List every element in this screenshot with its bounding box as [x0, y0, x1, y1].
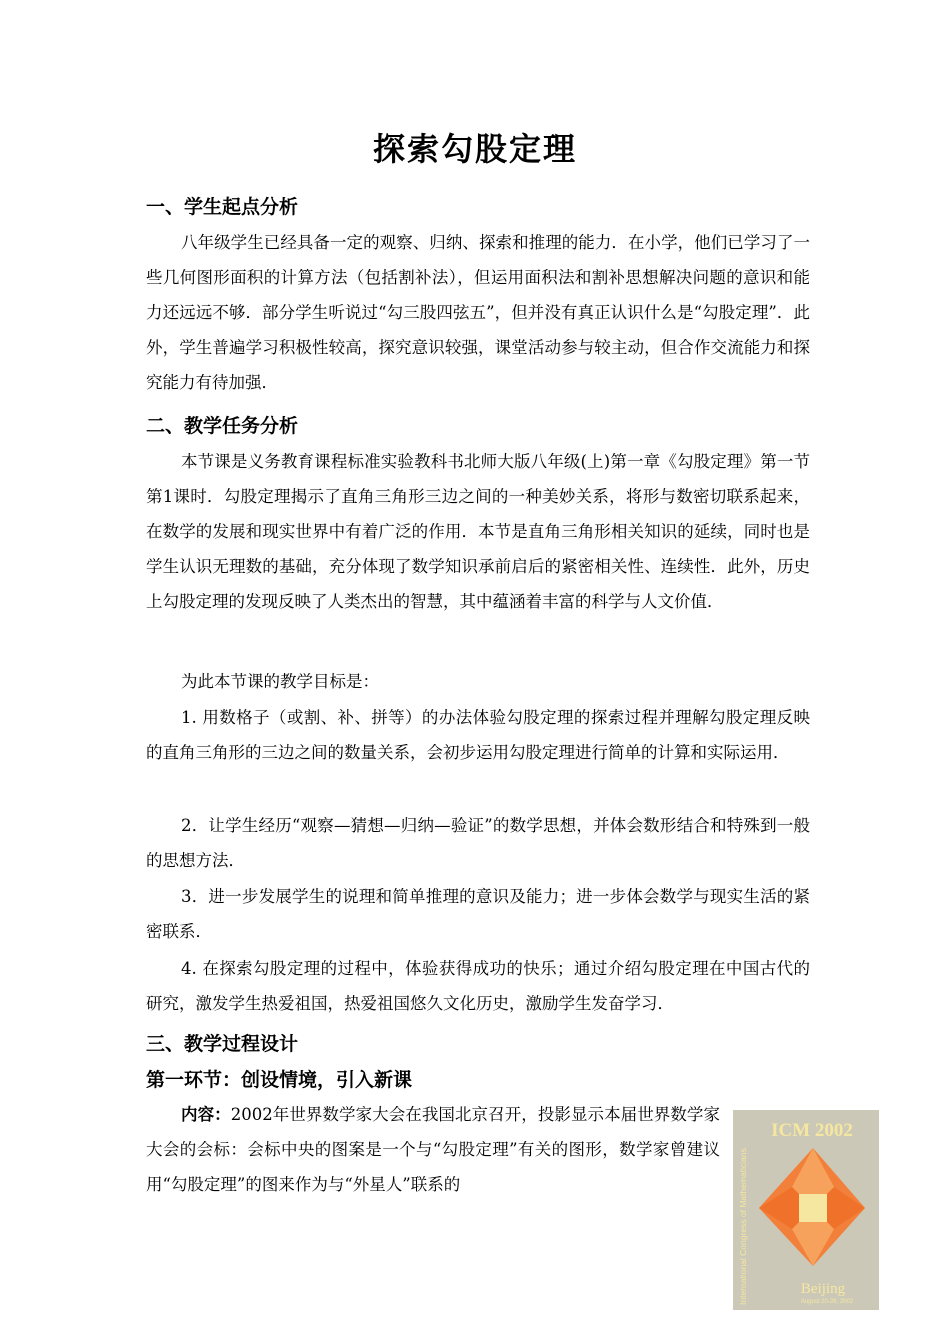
goal-item-4: 4. 在探索勾股定理的过程中，体验获得成功的快乐；通过介绍勾股定理在中国古代的研究，激发学生热爱祖国，热爱祖国悠久文化历史，激励学生发奋学习． [146, 959, 810, 1013]
paragraph-student-analysis: 八年级学生已经具备一定的观察、归纳、探索和推理的能力．在小学，他们已学习了一些几何图形面积的计算方法（包括割补法），但运用面积法和割补思想解决问题的意识和能力还远远不够．部分学生听说过“勾三股四弦五”，但并没有真正认识什么是“勾股定理”．此外，学生普遍学习积极性较高，探究意识较强，课堂活动参与较主动，但合作交流能力和探究能力有待加强． [146, 233, 810, 392]
logo-city-text: Beijing [800, 1281, 846, 1297]
logo-date-text: August 20-28, 2002 [800, 1299, 854, 1305]
section-heading-3: 三、教学过程设计 [146, 1033, 299, 1055]
goal-item-2: 2．让学生经历“观察—猜想—归纳—验证”的数学思想，并体会数形结合和特殊到一般的思想方法． [146, 816, 810, 870]
paragraph-goals-intro: 为此本节课的教学目标是： [181, 672, 379, 691]
paragraph-task-analysis: 本节课是义务教育课程标准实验教科书北师大版八年级(上)第一章《勾股定理》第一节第1课时．勾股定理揭示了直角三角形三边之间的一种美妙关系，将形与数密切联系起来，在数学的发展和现实世界中有着广泛的作用．本节是直角三角形相关知识的延续，同时也是学生认识无理数的基础，充分体现了数学知识承前启后的紧密相关性、连续性．此外，历史上勾股定理的发现反映了人类杰出的智慧，其中蕴涵着丰富的科学与人文价值． [146, 452, 810, 611]
paragraph-step1-content [146, 1097, 720, 1202]
icm2002-logo-image [733, 1110, 879, 1310]
goal-item-1: 1. 用数格子（或割、补、拼等）的办法体验勾股定理的探索过程并理解勾股定理反映的直角三角形的三边之间的数量关系，会初步运用勾股定理进行简单的计算和实际运用． [146, 708, 810, 762]
icm2002-emblem [733, 1110, 879, 1310]
goal-item-3: 3．进一步发展学生的说理和简单推理的意识及能力；进一步体会数学与现实生活的紧密联系． [146, 887, 810, 941]
page-title: 探索勾股定理 [372, 130, 577, 168]
content-label: 内容： [181, 1105, 231, 1124]
logo-center-square [799, 1194, 827, 1222]
content-text: 2002年世界数学家大会在我国北京召开，投影显示本届世界数学家大会的会标：会标中央的图案是一个与“勾股定理”有关的图形，数学家曾建议用“勾股定理”的图来作为与“外星人”联系的 [146, 1105, 720, 1194]
step-heading-1: 第一环节：创设情境，引入新课 [146, 1069, 413, 1091]
logo-side-text: International Congress of Mathematicians [738, 1148, 748, 1305]
logo-top-text: ICM 2002 [771, 1120, 853, 1141]
section-heading-2: 二、教学任务分析 [146, 415, 299, 437]
section-heading-1: 一、学生起点分析 [146, 196, 299, 218]
